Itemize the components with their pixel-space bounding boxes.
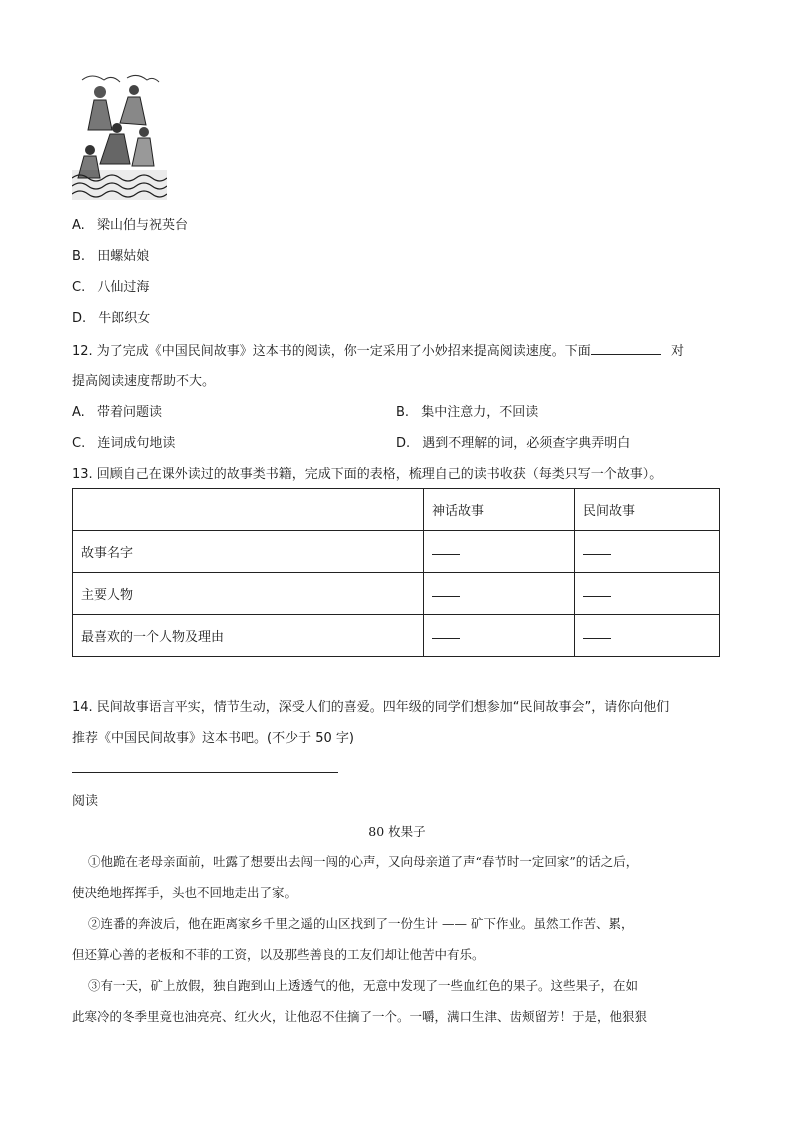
option-text: 田螺姑娘	[97, 249, 150, 264]
option-text: 梁山伯与祝英台	[96, 218, 188, 233]
reading-harvest-table	[72, 488, 720, 657]
table-header-cell: 民间故事	[575, 489, 720, 531]
reading-label: 阅读	[72, 794, 99, 809]
table-row	[73, 573, 720, 615]
table-row	[73, 531, 720, 573]
table-header-cell	[73, 489, 424, 531]
answer-blank[interactable]	[575, 531, 720, 573]
paragraph-2-line-1: ②连番的奔波后，他在距离家乡千里之遥的山区找到了一份生计 —— 矿下作业。虽然工作苦、累，	[88, 916, 634, 931]
q12-stem-part1: 12. 为了完成《中国民间故事》这本书的阅读，你一定采用了小妙招来提高阅读速度。下面	[72, 344, 591, 359]
q13-stem: 13. 回顾自己在课外读过的故事类书籍，完成下面的表格，梳理自己的读书收获（每类只写一个故事）。	[72, 467, 663, 482]
option-text: 连词成句地读	[97, 436, 176, 451]
paragraph-2-line-2: 但还算心善的老板和不菲的工资，以及那些善良的工友们却让他苦中有乐。	[72, 947, 485, 962]
q12-option-a	[72, 401, 162, 420]
q14-answer-line[interactable]	[72, 772, 338, 773]
option-letter: B.	[72, 249, 86, 264]
paragraph-1-line-2: 使决绝地挥挥手，头也不回地走出了家。	[72, 885, 298, 900]
reading-title: 80 枚果子	[368, 824, 426, 839]
q12-stem-line2: 提高阅读速度帮助不大。	[72, 374, 216, 389]
option-letter: D.	[72, 311, 87, 326]
row-label: 故事名字	[73, 531, 424, 573]
answer-blank[interactable]	[575, 615, 720, 657]
q12-stem	[72, 340, 684, 359]
answer-blank[interactable]	[424, 615, 575, 657]
option-letter: C.	[72, 436, 86, 451]
option-text: 遇到不理解的词，必须查字典弄明白	[422, 436, 631, 451]
row-label: 主要人物	[73, 573, 424, 615]
option-text: 带着问题读	[96, 405, 162, 420]
q12-stem-part2: 对	[670, 344, 684, 359]
option-text: 八仙过海	[97, 280, 150, 295]
q11-option-a	[72, 214, 188, 233]
option-text: 牛郎织女	[98, 311, 151, 326]
option-letter: B.	[396, 405, 410, 420]
q14-stem-line2: 推荐《中国民间故事》这本书吧。(不少于 50 字)	[72, 731, 354, 746]
option-letter: A.	[72, 405, 85, 420]
answer-blank[interactable]	[424, 531, 575, 573]
option-letter: C.	[72, 280, 86, 295]
option-letter: A.	[72, 218, 85, 233]
q12-answer-blank[interactable]	[591, 342, 661, 355]
paragraph-3-line-2: 此寒冷的冬季里竟也油亮亮、红火火，让他忍不住摘了一个。一嚼，满口生津、齿颊留芳！于是，他狠狠	[72, 1009, 648, 1024]
eight-immortals-illustration	[72, 70, 167, 200]
q11-option-d	[72, 307, 150, 326]
option-letter: D.	[396, 436, 411, 451]
q14-stem-line1: 14. 民间故事语言平实，情节生动，深受人们的喜爱。四年级的同学们想参加“民间故事会”，请你向他们	[72, 700, 670, 715]
table-header-cell: 神话故事	[424, 489, 575, 531]
paragraph-3-line-1: ③有一天，矿上放假，独自跑到山上透透气的他，无意中发现了一些血红色的果子。这些果子，在如	[88, 978, 639, 993]
q12-option-d	[396, 432, 630, 451]
answer-blank[interactable]	[424, 573, 575, 615]
paragraph-1-line-1: ①他跪在老母亲面前，吐露了想要出去闯一闯的心声，又向母亲道了声“春节时一定回家”的话之后，	[88, 854, 639, 869]
option-text: 集中注意力，不回读	[421, 405, 539, 420]
table-row	[73, 615, 720, 657]
q11-option-c	[72, 276, 149, 295]
q12-option-b	[396, 401, 538, 420]
q12-option-c	[72, 432, 175, 451]
q11-option-b	[72, 245, 149, 264]
answer-blank[interactable]	[575, 573, 720, 615]
table-header-row	[73, 489, 720, 531]
row-label: 最喜欢的一个人物及理由	[73, 615, 424, 657]
